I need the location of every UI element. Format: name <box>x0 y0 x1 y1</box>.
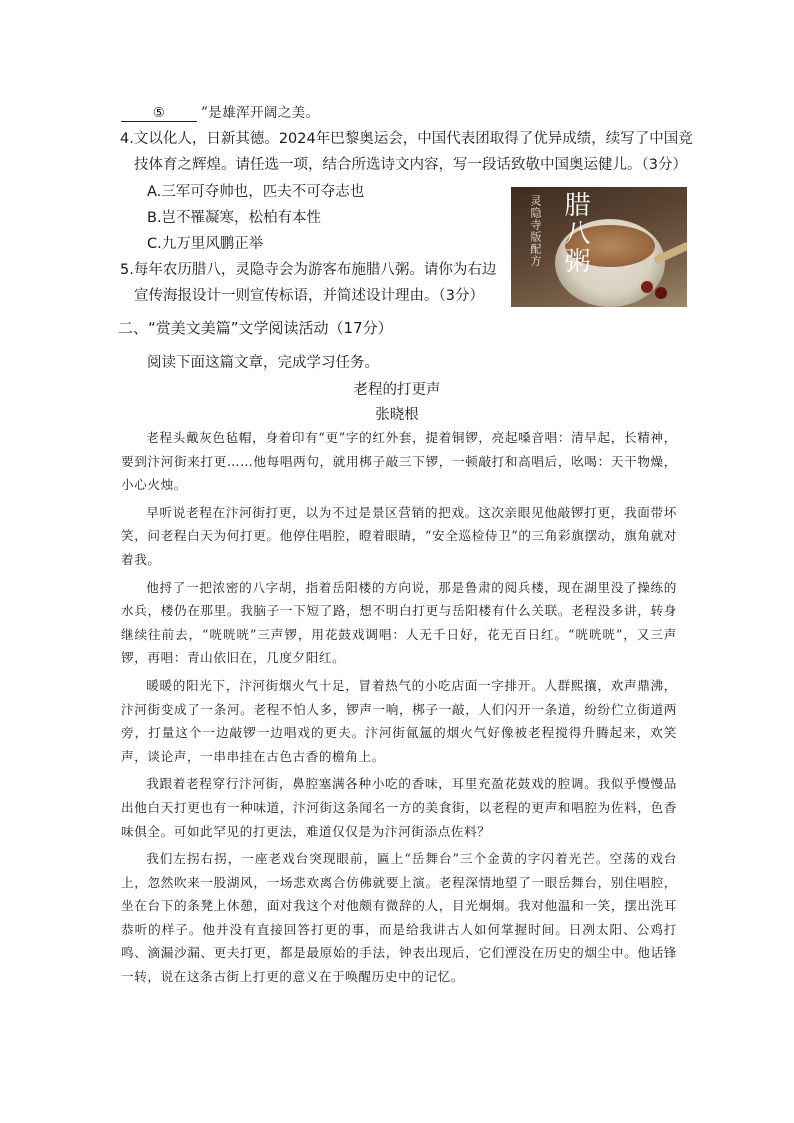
poster-subtitle: 灵隐寺版配方 <box>529 195 542 267</box>
question-4-option-a: A.三军可夺帅也，匹夫不可夺志也 <box>147 184 365 200</box>
laba-porridge-poster-image <box>511 187 687 307</box>
article-paragraph: 我跟着老程穿行汴河街，鼻腔塞满各种小吃的香味，耳里充盈花鼓戏的腔调。我似乎慢慢品出他白天打更也有一种味道，汴河街这条闻名一方的美食街，以老程的更声和唱腔为佐料，色香味俱全。可如此罕见的打更法，难道仅仅是为汴河街添点佐料？ <box>121 776 677 839</box>
answer-line-5-text: ”是雄浑开阔之美。 <box>201 105 320 121</box>
jujube-shape <box>641 281 653 293</box>
question-4-option-b: B.岂不罹凝寒，松柏有本性 <box>147 210 322 226</box>
question-4-line-2: 技体育之辉煌。请任选一项，结合所选诗文内容，写一段话致敬中国奥运健儿。（3分） <box>134 157 687 173</box>
poster-title: 腊八粥 <box>560 191 590 275</box>
fill-blank-5[interactable]: ⑤ <box>121 105 197 122</box>
question-4-option-c: C.九万里风鹏正举 <box>147 236 264 252</box>
article-title: 老程的打更声 <box>353 382 441 398</box>
article-paragraph: 我们左拐右拐，一座老戏台突现眼前，匾上“岳舞台”三个金黄的字闪着光芒。空荡的戏台上，忽然吹来一股湖风，一场悲欢离合仿佛就要上演。老程深情地望了一眼岳舞台，别住唱腔，坐在台下的条凳上休憩，面对我这个对他颇有微辞的人，目光炯炯。我对他温和一笑，摆出洗耳恭听的样子。他并没有直接回答打更的事，而是给我讲古人如何掌握时间。日冽太阳、公鸡打鸣、滴漏沙漏、更夫打更，都是最原始的手法，钟表出现后，它们湮没在历史的烟尘中。他话锋一转，说在这条古街上打更的意义在于唤醒历史中的记忆。 <box>121 851 677 985</box>
question-5-line-2: 宣传海报设计一则宣传标语，并简述设计理由。（3分） <box>134 288 484 304</box>
article-paragraph: 老程头戴灰色毡帽，身着印有“更”字的红外套，提着铜锣，亮起嗓音唱：清早起，长精神，要到汴河街来打更……他每唱两句，就用梆子敲三下锣，一顿敲打和高唱后，吆喝：天干物燥，小心火烛。 <box>121 430 677 493</box>
jujube-shape <box>655 287 667 299</box>
section-2-heading: 二、“赏美文美篇”文学阅读活动（17分） <box>118 319 393 337</box>
article-paragraph: 暖暖的阳光下，汴河街烟火气十足，冒着热气的小吃店面一字排开。人群熙攘，欢声鼎沸，汴河街变成了一条河。老程不怕人多，锣声一响，梆子一敲，人们闪开一条道，纷纷伫立街道两旁，打量这个一边敲锣一边唱戏的更夫。汴河街氤氲的烟火气好像被老程搅得升腾起来，欢笑声，谈论声，一串串挂在古色古香的檐角上。 <box>121 677 677 764</box>
question-5-line-1: 5.每年农历腊八，灵隐寺会为游客布施腊八粥。请你为右边 <box>120 262 497 278</box>
question-4-line-1: 4.文以化人，日新其德。2024年巴黎奥运会，中国代表团取得了优异成绩，续写了中国竞 <box>120 131 693 147</box>
answer-line-5 <box>121 101 320 122</box>
article-author: 张晓根 <box>375 407 419 423</box>
section-2-instruction: 阅读下面这篇文章，完成学习任务。 <box>147 355 379 371</box>
article-paragraph: 早听说老程在汴河街打更，以为不过是景区营销的把戏。这次亲眼见他敲锣打更，我面带坏笑，问老程白天为何打更。他停住唱腔，瞪着眼睛，“安全巡检侍卫”的三角彩旗摆动，旗角就对着我。 <box>121 504 677 567</box>
article-body <box>121 426 677 989</box>
article-paragraph: 他捋了一把浓密的八字胡，指着岳阳楼的方向说，那是鲁肃的阅兵楼，现在湖里没了操练的水兵，楼仍在那里。我脑子一下短了路，想不明白打更与岳阳楼有什么关联。老程没多讲，转身继续往前去，“咣咣咣”三声锣，用花鼓戏调唱：人无千日好，花无百日红。“咣咣咣”，又三声锣，再唱：青山依旧在，几度夕阳红。 <box>121 579 677 666</box>
